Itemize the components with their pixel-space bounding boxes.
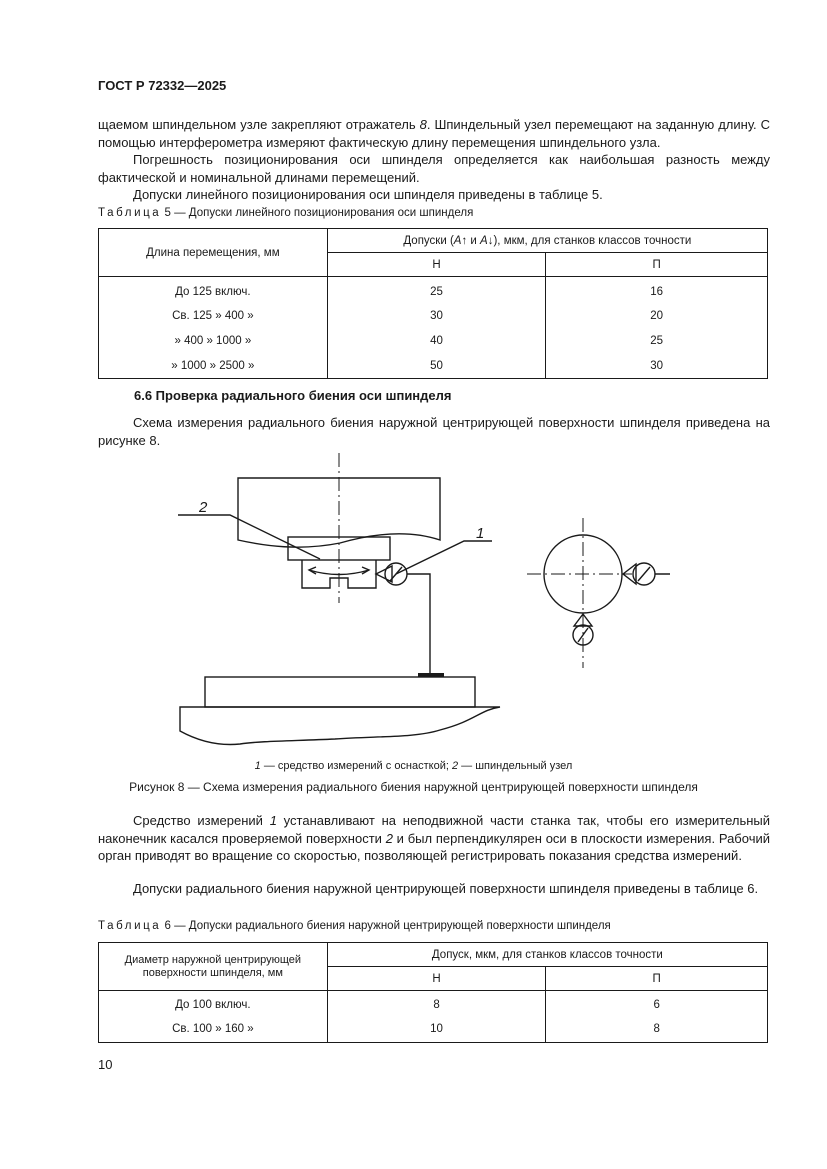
figure-label-2: 2 (199, 499, 208, 516)
table5-value-h: 30 (327, 304, 546, 329)
table-5 (98, 228, 768, 379)
figure-caption: Рисунок 8 — Схема измерения радиального биения наружной центрирующей поверхности шпинделя (129, 780, 698, 794)
table6-value-h: 8 (327, 991, 546, 1017)
table5-value-p: 30 (546, 354, 768, 379)
table5-value-p: 20 (546, 304, 768, 329)
table5-caption: Таблица 5 — Допуски линейного позиционирования оси шпинделя (98, 207, 474, 219)
page-number: 10 (98, 1057, 113, 1072)
indicator-stand (407, 574, 430, 676)
table6-tolerance-header: Допуск, мкм, для станков классов точности (327, 943, 767, 967)
table5-tolerance-header: Допуски (A↑ и A↓), мкм, для станков классов точности (327, 229, 767, 253)
indicator-tip (376, 566, 392, 582)
table-row (99, 277, 768, 304)
table-row (99, 1017, 768, 1043)
table5-value-h: 25 (327, 277, 546, 304)
section-6-6-title: 6.6 Проверка радиального биения оси шпинделя (134, 388, 452, 403)
paragraph-measurement: Средство измерений 1 устанавливают на неподвижной части станка так, чтобы его измерительный наконечник касался проверяемой поверхности 2 и был перпендикулярен оси в плоскости измерения. Рабочий орган приводят во вращение со скоростью, позволяющей регистрировать показания средства измерений. (98, 813, 771, 863)
table5-range: » 400 » 1000 » (99, 329, 328, 354)
table-row (99, 329, 768, 354)
table6-class-h: Н (327, 967, 546, 991)
machine-base-top (205, 677, 475, 707)
table6-col-diameter-header: Диаметр наружной центрирующей поверхности шпинделя, мм (99, 943, 328, 991)
intro-paragraph-3: Допуски линейного позиционирования оси шпинделя приведены в таблице 5. (133, 187, 603, 202)
figure-legend: 1 — средство измерений с оснасткой; 2 — шпиндельный узел (254, 760, 573, 772)
intro-paragraph-1: щаемом шпиндельном узле закрепляют отражатель 8. Шпиндельный узел перемещают на заданную длину. С помощью интерферометра измеряют фактическую длину перемещения шпиндельного узла. (98, 117, 770, 150)
table6-value-p: 6 (546, 991, 768, 1017)
table5-range: Св. 125 » 400 » (99, 304, 328, 329)
table5-value-p: 16 (546, 277, 768, 304)
table5-class-p: П (546, 253, 768, 277)
table5-value-p: 25 (546, 329, 768, 354)
table6-range: До 100 включ. (99, 991, 328, 1017)
table-row (99, 354, 768, 379)
machine-base (180, 707, 500, 744)
paragraph-figure-reference: Схема измерения радиального биения наружной центрирующей поверхности шпинделя приведена на рисунке 8. (98, 415, 770, 448)
table-6 (98, 942, 768, 1043)
figure-label-1: 1 (476, 525, 485, 542)
table6-range: Св. 100 » 160 » (99, 1017, 328, 1043)
table6-value-p: 8 (546, 1017, 768, 1043)
document-header: ГОСТ Р 72332—2025 (98, 78, 227, 93)
table5-range: До 125 включ. (99, 277, 328, 304)
table5-col-length-header: Длина перемещения, мм (99, 229, 328, 277)
leader-line-1 (396, 541, 492, 574)
table6-value-h: 10 (327, 1017, 546, 1043)
table5-value-h: 50 (327, 354, 546, 379)
table6-class-p: П (546, 967, 768, 991)
table6-caption: Таблица 6 — Допуски радиального биения наружной центрирующей поверхности шпинделя (98, 920, 611, 932)
table5-range: » 1000 » 2500 » (99, 354, 328, 379)
table5-value-h: 40 (327, 329, 546, 354)
table5-class-h: Н (327, 253, 546, 277)
table-row (99, 991, 768, 1017)
figure-8-diagram (170, 448, 670, 753)
paragraph-table6-reference: Допуски радиального биения наружной центрирующей поверхности шпинделя приведены в таблице 6. (133, 881, 759, 896)
table-row (99, 304, 768, 329)
intro-paragraph-2: Погрешность позиционирования оси шпинделя определяется как наибольшая разность между фактической и номинальной длинами перемещений. (98, 152, 770, 185)
